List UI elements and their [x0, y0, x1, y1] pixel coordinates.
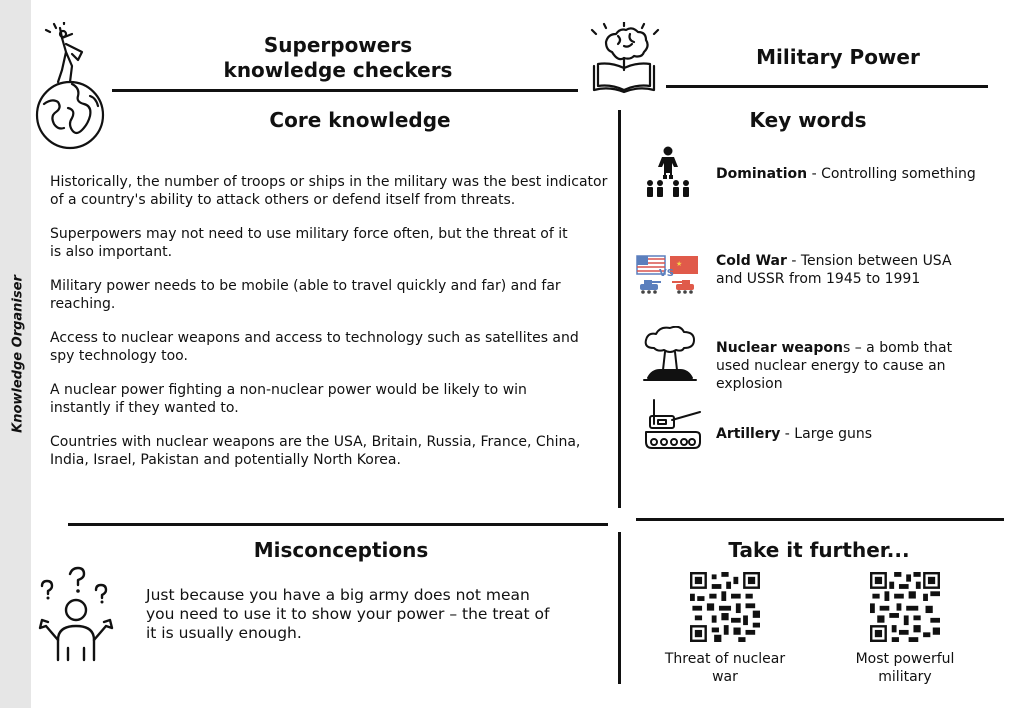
svg-text:★: ★ — [676, 260, 683, 268]
keyword-definition: s – a bomb that used nuclear energy to cause an explosion — [716, 340, 953, 392]
svg-text:VS: VS — [659, 268, 674, 279]
core-knowledge-heading: Core knowledge — [269, 108, 451, 132]
core-knowledge-text — [50, 174, 620, 486]
keyword-artillery — [716, 425, 986, 443]
keyword-definition: - Tension between USA and USSR from 1945 to 1991 — [716, 253, 952, 287]
keyword-definition: - Controlling something — [807, 166, 976, 182]
confused-person-icon — [34, 566, 118, 662]
side-label: Knowledge Organiser — [10, 275, 26, 433]
keyword-term: Domination — [716, 166, 808, 182]
core-paragraph: Access to nuclear weapons and access to technology such as satellites and spy technology too. — [50, 330, 579, 364]
core-paragraph: Military power needs to be mobile (able to travel quickly and far) and far reaching. — [50, 278, 561, 312]
vertical-divider-top — [618, 110, 621, 508]
core-paragraph: A nuclear power fighting a non-nuclear power would be likely to win instantly if they wanted to. — [50, 382, 527, 416]
cold-war-icon — [636, 254, 700, 296]
title-rule — [112, 89, 578, 92]
keyword-cold-war — [716, 252, 956, 288]
core-paragraph: Countries with nuclear weapons are the USA, Britain, Russia, France, China, India, Israel, Pakistan and potentially North Korea. — [50, 434, 581, 468]
qr-caption-most-powerful-military: Most powerful military — [855, 651, 955, 685]
keyword-definition: - Large guns — [780, 426, 873, 442]
misconceptions-text: Just because you have a big army does not mean you need to use it to show your power – the treat of it is usually enough. — [146, 586, 550, 642]
qr-caption-nuclear-war: Threat of nuclear war — [664, 651, 786, 685]
globe-superhero-icon — [32, 22, 110, 150]
artillery-icon — [644, 398, 702, 454]
vertical-divider-bottom — [618, 532, 621, 684]
qr-code-icon[interactable] — [870, 572, 940, 642]
page-title — [208, 33, 468, 83]
page-title-line1: Superpowers — [263, 33, 413, 57]
domination-icon — [644, 146, 692, 198]
topic-title: Military Power — [756, 45, 920, 69]
keyword-term: Cold War — [716, 253, 787, 269]
core-paragraph: Historically, the number of troops or ships in the military was the best indicator of a country's ability to attack others or defend itself from threats. — [50, 174, 608, 208]
qr-code-icon[interactable] — [690, 572, 760, 642]
core-paragraph: Superpowers may not need to use military force often, but the threat of it is also important. — [50, 226, 568, 260]
misconceptions-rule — [68, 523, 608, 526]
key-words-heading: Key words — [749, 108, 867, 132]
keyword-term: Artillery — [716, 426, 781, 442]
keyword-domination — [716, 165, 986, 183]
keyword-nuclear-weapons — [716, 339, 986, 393]
mushroom-cloud-icon — [642, 326, 698, 382]
misconceptions-heading: Misconceptions — [253, 538, 429, 562]
topic-rule — [666, 85, 988, 88]
take-it-further-heading: Take it further... — [728, 538, 910, 562]
keyword-term: Nuclear weapon — [716, 340, 843, 356]
further-rule — [636, 518, 1004, 521]
page-title-line2: knowledge checkers — [223, 58, 453, 82]
brain-book-icon — [588, 22, 662, 96]
